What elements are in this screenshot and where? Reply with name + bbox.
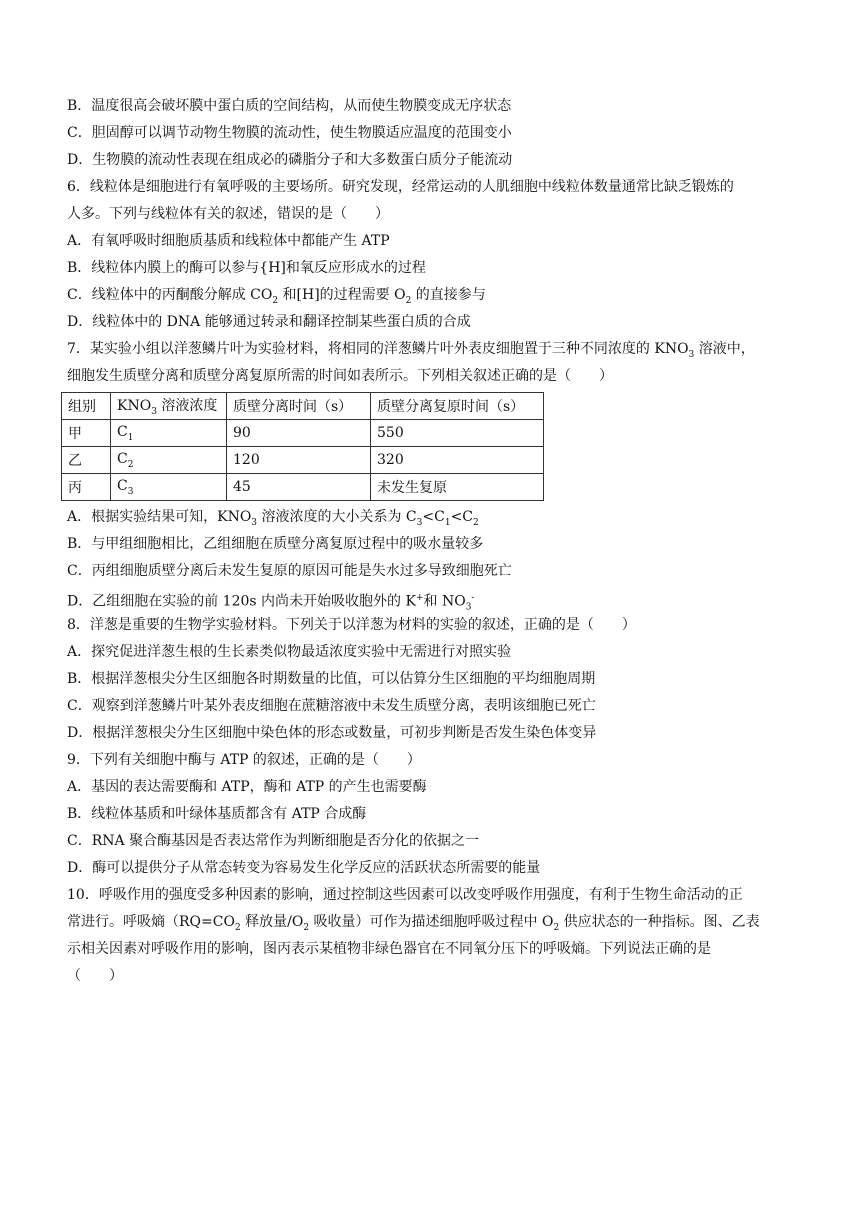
- table-cell-recovery: 320: [371, 447, 544, 474]
- q10-stem-line1: 10．呼吸作用的强度受多种因素的影响，通过控制这些因素可以改变呼吸作用强度，有利于生物生命活动的正: [67, 887, 743, 903]
- q10-sub: 2: [234, 922, 241, 933]
- q6-option-b: B．线粒体内膜上的酶可以参与{H]和氧反应形成水的过程: [67, 260, 426, 276]
- q10-text: 供应状态的一种指标。图、乙表: [559, 914, 760, 930]
- q7-stem-sub: 3: [688, 349, 695, 360]
- table-cell-recovery: 550: [371, 420, 544, 447]
- table-cell-group: 乙: [62, 447, 111, 474]
- table-row: [62, 447, 544, 474]
- q7-a-sub: 3: [251, 517, 258, 528]
- q7-option-b: B．与甲组细胞相比，乙组细胞在质壁分离复原过程中的吸水量较多: [67, 536, 484, 552]
- q8-option-c: C．观察到洋葱鳞片叶某外表皮细胞在蔗糖溶液中未发生质壁分离，表明该细胞已死亡: [67, 698, 596, 714]
- q5-option-b: B．温度很高会破坏膜中蛋白质的空间结构，从而使生物膜变成无序状态: [67, 98, 512, 114]
- table-cell-concentration: [111, 447, 227, 474]
- q9-option-d: D．酶可以提供分子从常态转变为容易发生化学反应的活跃状态所需要的能量: [67, 860, 541, 876]
- q7-data-table: [61, 392, 544, 501]
- q10-stem-line4: （ ）: [67, 968, 123, 984]
- q7-a-sub: 2: [473, 517, 479, 528]
- table-cell-concentration: [111, 474, 227, 501]
- q10-stem-line2: [67, 912, 760, 938]
- q6-c-sub: 2: [405, 295, 412, 306]
- q6-c-text: 和[H]的过程需要 O: [278, 287, 406, 303]
- q6-option-a: A．有氧呼吸时细胞质基质和线粒体中都能产生 ATP: [67, 233, 390, 249]
- q6-option-c: [67, 285, 486, 311]
- table-header-cell: 组别: [62, 393, 111, 420]
- header-sub: 3: [151, 406, 157, 417]
- q7-option-a: [67, 507, 479, 533]
- q7-stem-text: 7．某实验小组以洋葱鳞片叶为实验材料，将相同的洋葱鳞片叶外表皮细胞置于三种不同浓度的 KNO: [67, 341, 689, 357]
- table-cell-group: 甲: [62, 420, 111, 447]
- q6-c-sub: 2: [272, 295, 279, 306]
- q7-a-sub: 1: [444, 517, 451, 528]
- conc-sub: 2: [127, 459, 134, 470]
- header-text: KNO: [117, 398, 152, 415]
- header-text: 溶液浓度: [156, 398, 218, 415]
- table-cell-separation: 45: [227, 474, 371, 501]
- table-cell-concentration: [111, 420, 227, 447]
- q7-a-text: <C: [450, 509, 474, 525]
- conc-text: C: [117, 423, 128, 440]
- conc-text: C: [117, 477, 128, 494]
- q7-stem-text: 溶液中，: [694, 341, 755, 357]
- q6-c-text: C．线粒体中的丙酮酸分解成 CO: [67, 287, 273, 303]
- q7-stem-line2: 细胞发生质壁分离和质壁分离复原所需的时间如表所示。下列相关叙述正确的是（ ）: [67, 368, 613, 384]
- q8-option-d: D．根据洋葱根尖分生区细胞中染色体的形态或数量，可初步判断是否发生染色体变异: [67, 725, 597, 741]
- table-header-cell: [111, 393, 227, 420]
- conc-sub: 1: [127, 432, 134, 443]
- q5-option-d: D．生物膜的流动性表现在组成必的磷脂分子和大多数蛋白质分子能流动: [67, 152, 513, 168]
- q7-option-d: [67, 588, 474, 617]
- q7-a-text: <C: [422, 509, 445, 525]
- q10-sub: 2: [303, 922, 310, 933]
- table-cell-separation: 90: [227, 420, 371, 447]
- table-header-cell: 质壁分离复原时间（s）: [371, 393, 544, 420]
- q9-option-c: C．RNA 聚合酶基因是否表达常作为判断细胞是否分化的依据之一: [67, 833, 480, 849]
- q6-option-d: D．线粒体中的 DNA 能够通过转录和翻译控制某些蛋白质的合成: [67, 314, 471, 330]
- conc-sub: 3: [127, 486, 134, 497]
- q7-d-text: 和 NO: [423, 593, 466, 610]
- q7-a-sub: 3: [416, 517, 423, 528]
- q8-option-b: B．根据洋葱根尖分生区细胞各时期数量的比值，可以估算分生区细胞的平均细胞周期: [67, 671, 596, 687]
- q6-stem-line1: 6．线粒体是细胞进行有氧呼吸的主要场所。研究发现，经常运动的人肌细胞中线粒体数量通常比缺乏锻炼的: [67, 179, 734, 195]
- q7-a-text: A．根据实验结果可知，KNO: [67, 509, 252, 525]
- q10-text: 释放量/O: [240, 914, 304, 930]
- q9-stem: 9．下列有关细胞中酶与 ATP 的叙述，正确的是（ ）: [67, 752, 421, 768]
- q7-stem-line1: [67, 339, 755, 365]
- q10-text: 吸收量）可作为描述细胞呼吸过程中 O: [309, 914, 554, 930]
- conc-text: C: [117, 450, 128, 467]
- q7-d-sup: +: [415, 593, 424, 603]
- table-header-cell: 质壁分离时间（s）: [227, 393, 371, 420]
- q7-d-text: D．乙组细胞在实验的前 120s 内尚未开始吸收胞外的 K: [67, 593, 416, 610]
- q7-option-c: C．丙组细胞质壁分离后未发生复原的原因可能是失水过多导致细胞死亡: [67, 563, 512, 579]
- q8-option-a: A．探究促进洋葱生根的生长素类似物最适浓度实验中无需进行对照实验: [67, 644, 512, 660]
- q6-c-text: 的直接参与: [411, 287, 486, 303]
- q10-sub: 2: [553, 922, 560, 933]
- table-cell-separation: 120: [227, 447, 371, 474]
- q9-option-b: B．线粒体基质和叶绿体基质都含有 ATP 合成酶: [67, 806, 367, 822]
- q10-stem-line3: 示相关因素对呼吸作用的影响，图丙表示某植物非绿色器官在不同氧分压下的呼吸熵。下列说法正确的是: [67, 941, 711, 957]
- table-row: [62, 420, 544, 447]
- q10-text: 常进行。呼吸熵（RQ=CO: [67, 914, 235, 930]
- table-cell-group: 丙: [62, 474, 111, 501]
- q7-a-text: 溶液浓度的大小关系为 C: [257, 509, 417, 525]
- q7-d-sup: -: [471, 593, 475, 603]
- q9-option-a: A．基因的表达需要酶和 ATP，酶和 ATP 的产生也需要酶: [67, 779, 427, 795]
- q7-d-sub: 3: [465, 602, 472, 613]
- table-cell-recovery: 未发生复原: [371, 474, 544, 501]
- table-header-row: [62, 393, 544, 420]
- q6-stem-line2: 人多。下列与线粒体有关的叙述，错误的是（ ）: [67, 206, 389, 222]
- q5-option-c: C．胆固醇可以调节动物生物膜的流动性，使生物膜适应温度的范围变小: [67, 125, 512, 141]
- table-row: [62, 474, 544, 501]
- q8-stem: 8．洋葱是重要的生物学实验材料。下列关于以洋葱为材料的实验的叙述，正确的是（ ）: [67, 617, 636, 633]
